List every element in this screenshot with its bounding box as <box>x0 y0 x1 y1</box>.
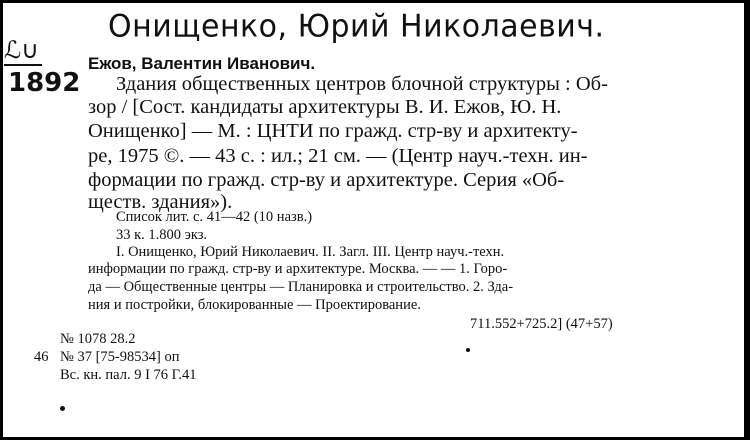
series-number: № 37 [75-98534] оп <box>60 349 180 365</box>
price-and-print-run: 33 к. 1.800 экз. <box>116 227 208 243</box>
tracings-line-3: да — Общественные центры — Планировка и строительство. 2. Зда- <box>88 279 514 295</box>
tracings-line-2: информации по гражд. стр-ву и архитектуре. Москва. — — 1. Горо- <box>88 261 508 277</box>
bibliography-note: Список лит. с. 41—42 (10 назв.) <box>116 209 313 225</box>
description-line-6: ществ. здания»). <box>88 191 233 213</box>
description-line-1: Здания общественных центров блочной структуры : Об- <box>116 73 608 95</box>
description-line-2: зор / [Сост. кандидаты архитектуры В. И. Ежов, Ю. Н. <box>88 96 562 118</box>
description-line-3: Онищенко] — М. : ЦНТИ по гражд. стр-ву и архитекту- <box>88 120 578 142</box>
handwritten-year: 1892 <box>8 68 81 98</box>
classification-code: 711.552+725.2] (47+57) <box>470 316 613 332</box>
handwritten-name: Онищенко, Юрий Николаевич. <box>108 8 605 45</box>
card-edge-top <box>0 0 750 3</box>
tracings-line-4: ния и постройки, блокированные — Проектирование. <box>88 297 421 313</box>
tracings-line-1: I. Онищенко, Юрий Николаевич. II. Загл. III. Центр науч.-техн. <box>116 244 505 260</box>
book-chamber-line: Вс. кн. пал. 9 I 76 Г.41 <box>60 367 197 383</box>
stray-dot <box>60 406 65 411</box>
author-heading: Ежов, Валентин Иванович. <box>88 54 316 73</box>
catalog-number: № 1078 28.2 <box>60 331 136 347</box>
description-line-5: формации по гражд. стр-ву и архитектуре. Серия «Об- <box>88 169 565 191</box>
card-edge-right <box>744 0 750 440</box>
stray-dot <box>466 348 470 352</box>
series-prefix: 46 <box>34 349 49 365</box>
description-line-4: ре, 1975 ©. — 43 с. : ил.; 21 см. — (Центр науч.-техн. ин- <box>88 145 588 167</box>
handwritten-mark-underline <box>4 64 42 66</box>
handwritten-mark: ℒ∪ <box>4 36 39 64</box>
card-edge-left <box>0 0 3 440</box>
